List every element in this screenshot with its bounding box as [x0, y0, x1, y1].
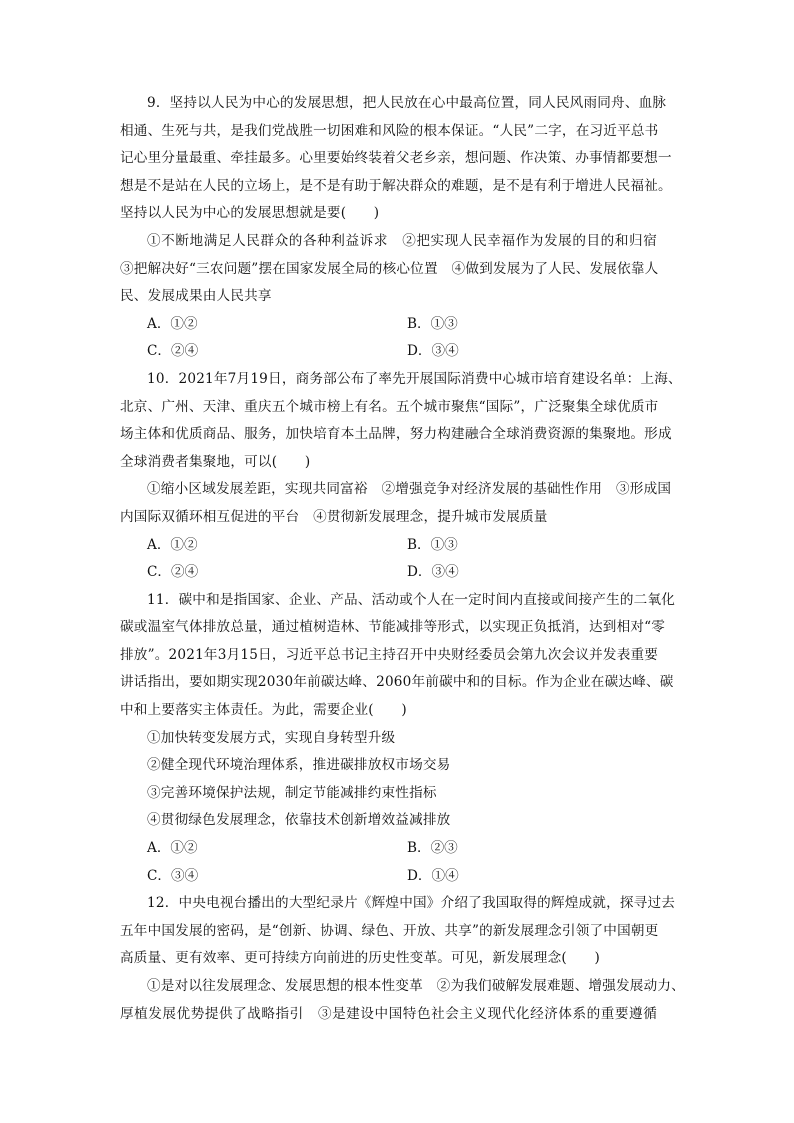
options-row — [147, 559, 657, 587]
question-12 — [120, 890, 685, 1028]
stem-line: 讲话指出，要如期实现2030年前碳达峰、2060年前碳中和的目标。作为企业在碳达峰、碳 — [120, 674, 674, 691]
option-c[interactable]: C．②④ — [147, 343, 199, 360]
question-11 — [120, 587, 676, 891]
item-line: ①加快转变发展方式，实现自身转型升级 — [147, 729, 396, 746]
item-line: ①是对以往发展理念、发展思想的根本性变革 ②为我们破解发展难题、增强发展动力、 — [147, 978, 685, 994]
stem-line: 想是不是站在人民的立场上，是不是有助于解决群众的难题，是不是有利于增进人民福祉。 — [120, 177, 672, 194]
option-d[interactable]: D．①④ — [407, 867, 459, 884]
stem-line: 全球消费者集聚地，可以( ) — [120, 453, 311, 470]
stem-line: 11．碳中和是指国家、企业、产品、活动或个人在一定时间内直接或间接产生的二氧化 — [147, 591, 676, 608]
item-line: 厚植发展优势提供了战略指引 ③是建设中国特色社会主义现代化经济体系的重要遵循 — [120, 1005, 657, 1022]
item-line: ③把解决好“三农问题”摆在国家发展全局的核心位置 ④做到发展为了人民、发展依靠人 — [120, 260, 659, 277]
options-row — [147, 532, 657, 560]
stem-line: 坚持以人民为中心的发展思想就是要( ) — [120, 205, 380, 222]
stem-line: 10．2021年7月19日，商务部公布了率先开展国际消费中心城市培育建设名单：上海、 — [147, 370, 682, 387]
stem-line: 9．坚持以人民为中心的发展思想，把人民放在心中最高位置，同人民风雨同舟、血脉 — [147, 95, 667, 111]
item-line: 内国际双循环相互促进的平台 ④贯彻新发展理念，提升城市发展质量 — [120, 508, 548, 525]
item-line: ①缩小区域发展差距，实现共同富裕 ②增强竞争对经济发展的基础性作用 ③形成国 — [147, 481, 672, 498]
option-b[interactable]: B．①③ — [407, 536, 458, 553]
item-line: ②健全现代环境治理体系，推进碳排放权市场交易 — [147, 757, 451, 774]
question-10 — [120, 366, 682, 587]
stem-line: 相通、生死与共，是我们党战胜一切困难和风险的根本保证。“人民”二字，在习近平总书 — [120, 122, 659, 139]
options-row — [147, 311, 657, 339]
option-b[interactable]: B．①③ — [407, 315, 458, 332]
question-9 — [120, 90, 672, 366]
stem-line: 五年中国发展的密码，是“创新、协调、绿色、开放、共享”的新发展理念引领了中国朝更 — [120, 922, 659, 939]
option-c[interactable]: C．②④ — [147, 564, 199, 581]
option-d[interactable]: D．③④ — [407, 343, 459, 360]
options-row — [147, 863, 657, 891]
stem-line: 碳或温室气体排放总量，通过植树造林、节能减排等形式，以实现正负抵消，达到相对“零 — [120, 619, 666, 636]
option-c[interactable]: C．③④ — [147, 867, 199, 884]
item-line: ①不断地满足人民群众的各种利益诉求 ②把实现人民幸福作为发展的目的和归宿 — [147, 232, 657, 249]
item-line: ③完善环境保护法规，制定节能减排约束性指标 — [147, 784, 437, 801]
stem-line: 排放”。2021年3月15日，习近平总书记主持召开中央财经委员会第九次会议并发表重要 — [120, 646, 659, 663]
stem-line: 中和上要落实主体责任。为此，需要企业( ) — [120, 702, 407, 719]
item-line: ④贯彻绿色发展理念，依靠技术创新增效益减排放 — [147, 812, 451, 829]
option-a[interactable]: A．①② — [147, 840, 198, 857]
exam-page — [120, 90, 685, 1028]
options-row — [147, 338, 657, 366]
stem-line: 场主体和优质商品、服务，加快培育本土品牌，努力构建融合全球消费资源的集聚地。形成 — [120, 426, 672, 443]
option-b[interactable]: B．②③ — [407, 840, 458, 857]
stem-line: 北京、广州、天津、重庆五个城市榜上有名。五个城市聚焦“国际”，广泛聚集全球优质市 — [120, 398, 659, 415]
stem-line: 12．中央电视台播出的大型纪录片《辉煌中国》介绍了我国取得的辉煌成就，探寻过去 — [147, 895, 676, 912]
item-line: 民、发展成果由人民共享 — [120, 288, 272, 305]
option-a[interactable]: A．①② — [147, 315, 198, 332]
option-d[interactable]: D．③④ — [407, 564, 459, 581]
options-row — [147, 835, 657, 863]
stem-line: 记心里分量最重、牵挂最多。心里要始终装着父老乡亲，想问题、作决策、办事情都要想一 — [120, 150, 672, 167]
option-a[interactable]: A．①② — [147, 536, 198, 553]
stem-line: 高质量、更有效率、更可持续方向前进的历史性变革。可见，新发展理念( ) — [120, 950, 600, 967]
